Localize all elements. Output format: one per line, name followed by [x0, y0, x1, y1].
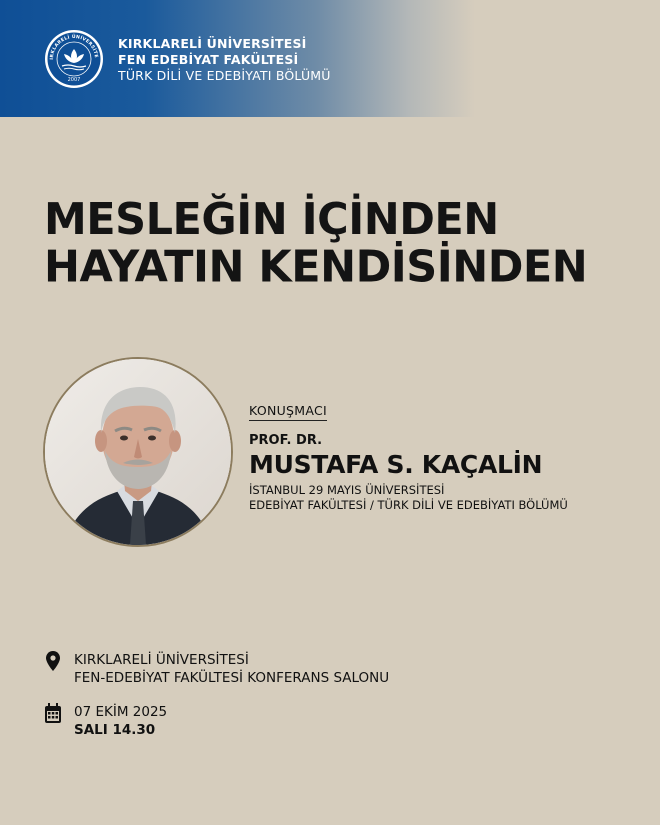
venue-line-1: KIRKLARELİ ÜNİVERSİTESİ [74, 652, 249, 668]
speaker-academic-title: PROF. DR. [249, 433, 323, 448]
university-name: KIRKLARELİ ÜNİVERSİTESİ [118, 36, 307, 51]
location-pin-icon [46, 651, 60, 671]
speaker-name: MUSTAFA S. KAÇALİN [249, 450, 543, 479]
event-title-line-1: MESLEĞİN İÇİNDEN [44, 194, 499, 246]
speaker-label: KONUŞMACI [249, 403, 327, 421]
event-title [44, 196, 587, 292]
event-time: SALI 14.30 [74, 722, 156, 738]
faculty-name: FEN EDEBİYAT FAKÜLTESİ [118, 52, 299, 67]
university-seal-icon [44, 29, 104, 89]
speaker-info [249, 400, 568, 513]
speaker-affiliation [249, 483, 568, 513]
venue-line-2: FEN-EDEBİYAT FAKÜLTESİ KONFERANS SALONU [74, 670, 390, 686]
university-heading [118, 36, 331, 84]
logo-arc-text: IRKLARELİ ÜNİVERSİTE [49, 34, 99, 60]
event-date: 07 EKİM 2025 [74, 704, 168, 720]
calendar-icon [45, 703, 61, 723]
speaker-portrait-illustration [45, 359, 231, 545]
svg-text:2007: 2007 [67, 77, 81, 83]
event-title-line-2: HAYATIN KENDİSİNDEN [44, 241, 588, 293]
speaker-affiliation-line-1: İSTANBUL 29 MAYIS ÜNİVERSİTESİ [249, 483, 445, 497]
speaker-photo [43, 357, 233, 547]
speaker-affiliation-line-2: EDEBİYAT FAKÜLTESİ / TÜRK DİLİ VE EDEBİYATI BÖLÜMÜ [249, 498, 568, 512]
department-name: TÜRK DİLİ VE EDEBİYATI BÖLÜMÜ [118, 68, 331, 83]
date-info [44, 703, 167, 739]
venue-info [44, 651, 389, 687]
header-banner [0, 0, 660, 117]
